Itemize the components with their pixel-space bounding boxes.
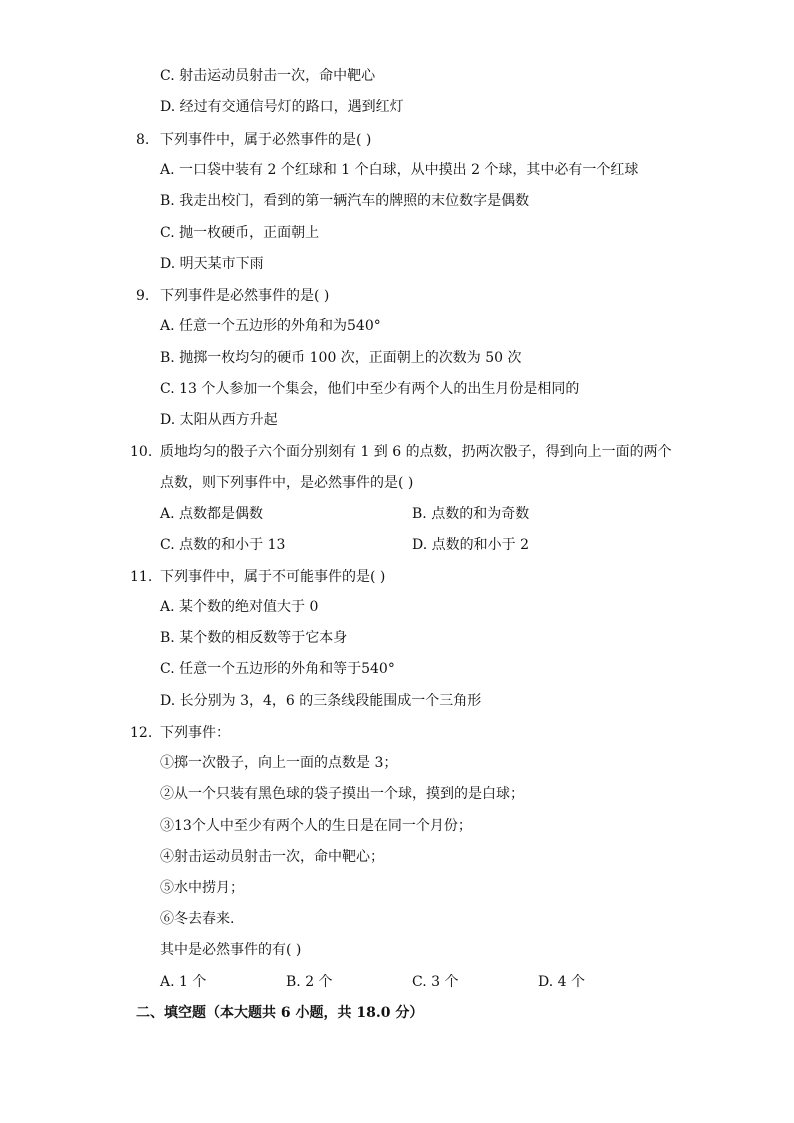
- text-line: B. 点数的和为奇数: [412, 506, 530, 522]
- section-heading: 二、填空题（本大题共 6 小题，共 18.0 分）: [136, 1005, 424, 1021]
- text-line: D. 明天某市下雨: [160, 256, 264, 272]
- text-line: B. 2 个: [286, 974, 333, 990]
- text-line: C. 3 个: [412, 974, 459, 990]
- text-line: B. 我走出校门，看到的第一辆汽车的牌照的末位数字是偶数: [160, 193, 530, 209]
- question-text: 下列事件中，属于不可能事件的是( ): [160, 569, 386, 585]
- question-number: 8.: [136, 132, 150, 148]
- text-line: D. 长分别为 3，4，6 的三条线段能围成一个三角形: [160, 693, 482, 709]
- text-line: D. 点数的和小于 2: [412, 537, 529, 553]
- text-line: ⑥冬去春来.: [160, 911, 235, 927]
- text-line: ①掷一次骰子，向上一面的点数是 3；: [160, 755, 398, 771]
- text-line: ②从一个只装有黑色球的袋子摸出一个球，摸到的是白球；: [160, 786, 524, 802]
- text-line: D. 4 个: [538, 974, 585, 990]
- text-line: C. 13 个人参加一个集会，他们中至少有两个人的出生月份是相同的: [160, 381, 580, 397]
- text-line: C. 抛一枚硬币，正面朝上: [160, 225, 320, 241]
- question-text: 下列事件是必然事件的是( ): [160, 288, 330, 304]
- question-text: 下列事件：: [160, 725, 230, 741]
- text-line: A. 一口袋中装有 2 个红球和 1 个白球，从中摸出 2 个球，其中必有一个红球: [160, 162, 639, 178]
- text-line: A. 某个数的绝对值大于 0: [160, 599, 319, 615]
- question-number: 11.: [130, 569, 153, 585]
- text-line: C. 任意一个五边形的外角和等于540°: [160, 661, 395, 677]
- text-line: D. 经过有交通信号灯的路口，遇到红灯: [160, 99, 404, 115]
- question-number: 9.: [136, 288, 150, 304]
- text-line: 点数，则下列事件中，是必然事件的是( ): [160, 475, 414, 491]
- text-line: B. 抛掷一枚均匀的硬币 100 次，正面朝上的次数为 50 次: [160, 350, 522, 366]
- text-line: 其中是必然事件的有( ): [160, 942, 302, 958]
- text-line: C. 点数的和小于 13: [160, 537, 286, 553]
- question-text: 下列事件中，属于必然事件的是( ): [160, 132, 372, 148]
- text-line: A. 点数都是偶数: [160, 506, 264, 522]
- question-number: 12.: [130, 725, 153, 741]
- text-line: ④射击运动员射击一次，命中靶心；: [160, 849, 384, 865]
- question-text: 质地均匀的骰子六个面分别刻有 1 到 6 的点数，扔两次骰子，得到向上一面的两个: [160, 444, 672, 460]
- text-line: D. 太阳从西方升起: [160, 412, 278, 428]
- question-number: 10.: [130, 444, 153, 460]
- text-line: A. 1 个: [160, 974, 207, 990]
- text-line: ③13个人中至少有两个人的生日是在同一个月份；: [160, 818, 472, 834]
- text-line: A. 任意一个五边形的外角和为540°: [160, 318, 381, 334]
- text-line: C. 射击运动员射击一次，命中靶心: [160, 68, 376, 84]
- text-line: ⑤水中捞月；: [160, 880, 244, 896]
- text-line: B. 某个数的相反数等于它本身: [160, 630, 348, 646]
